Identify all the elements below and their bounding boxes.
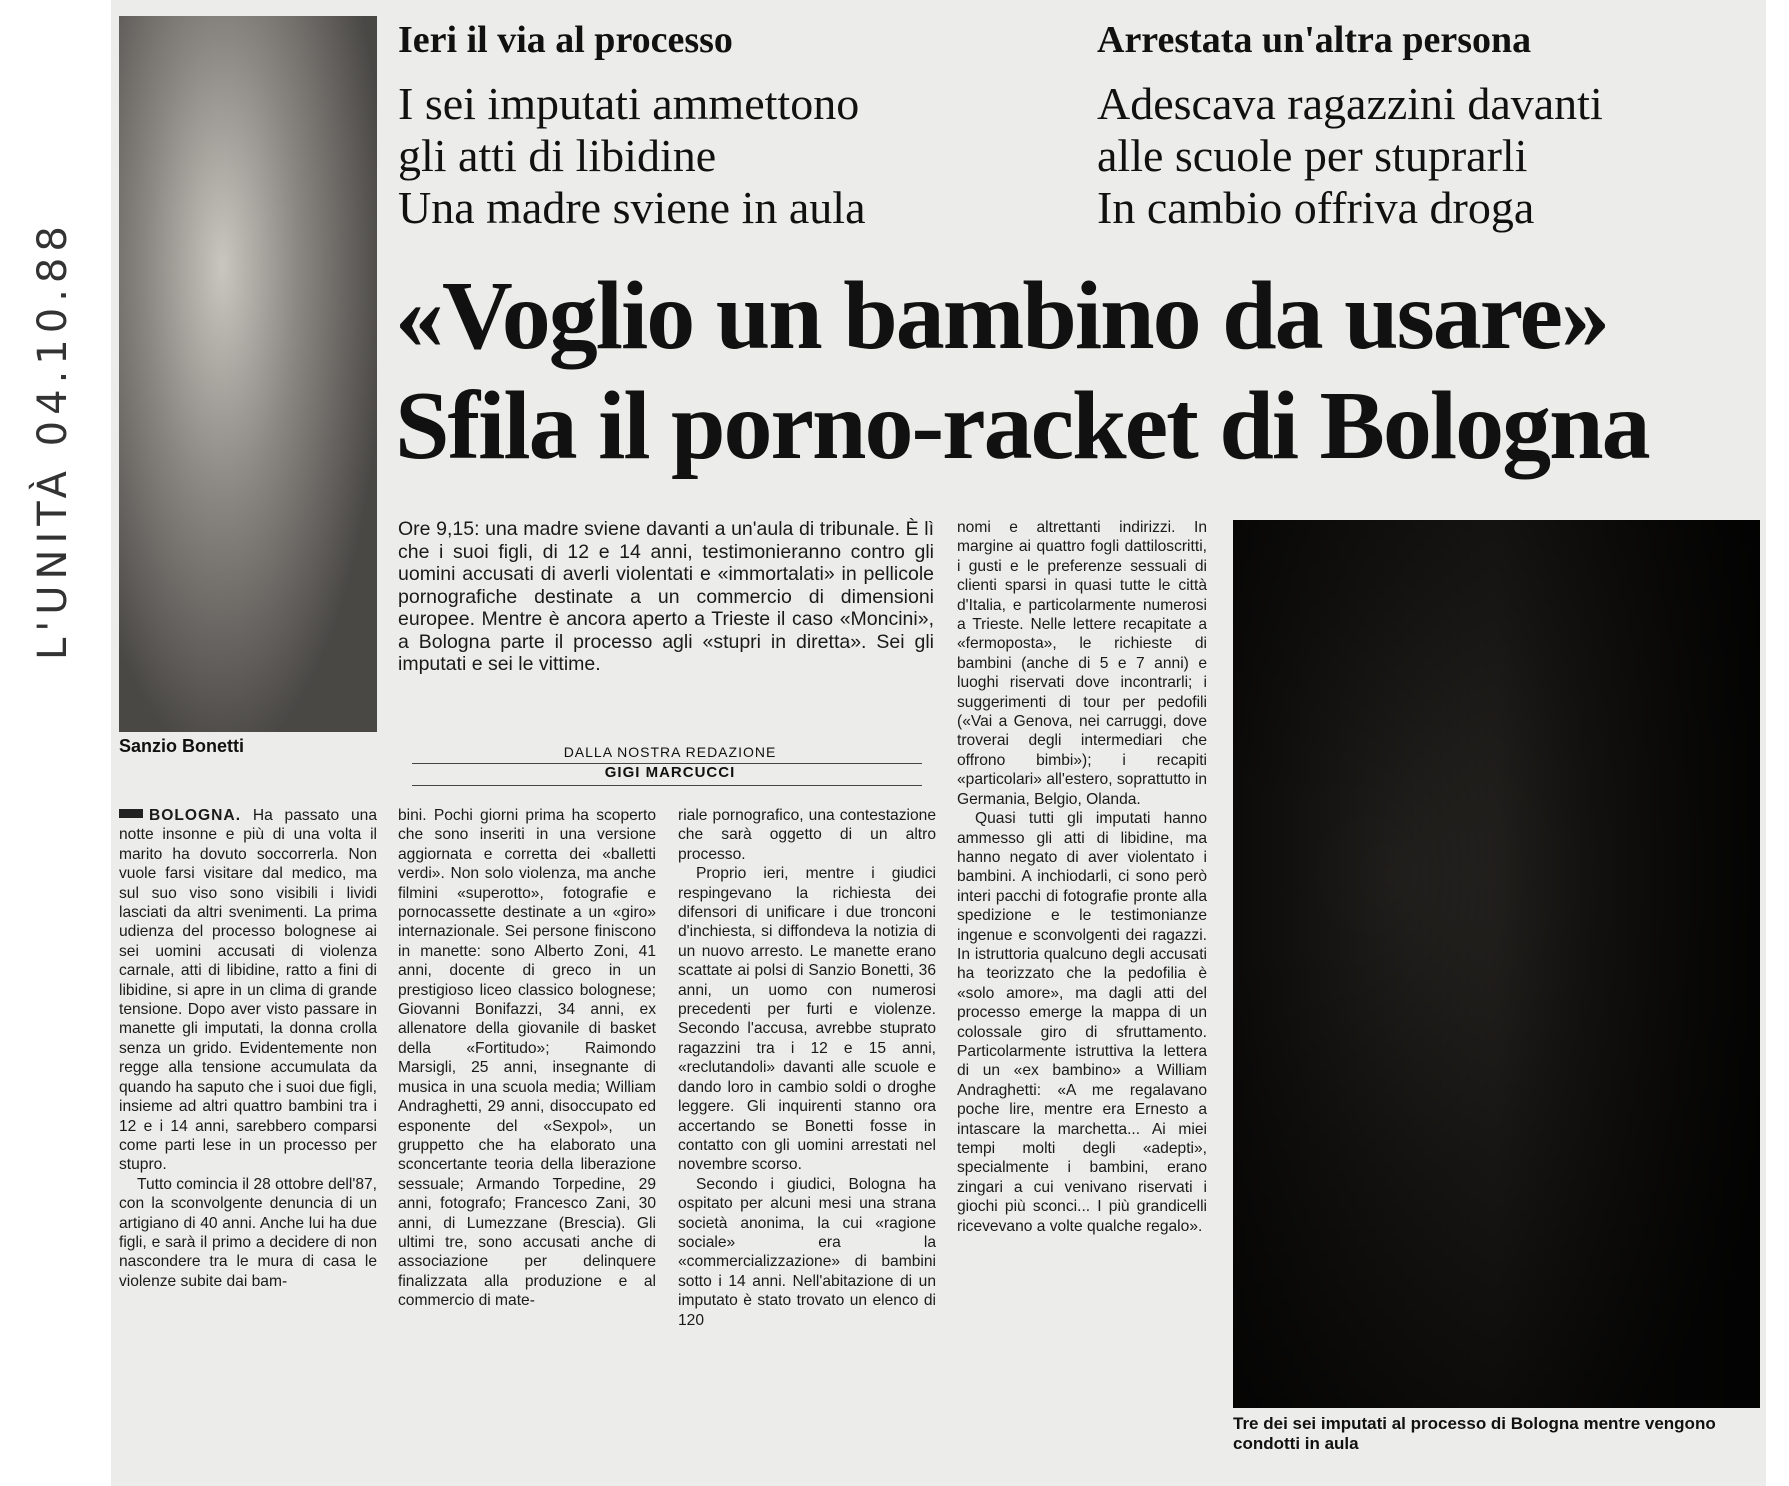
right-deck-line: Adescava ragazzini davanti [1097, 78, 1603, 129]
left-deck [398, 78, 958, 234]
body-paragraph: Proprio ieri, mentre i giudici respingevano la richiesta dei difensori di unificare i due tronconi d'inchiesta, si diffondeva la notizia di un nuovo arresto. Le manette erano scattate ai polsi di Sanzio Bonetti, 36 anni, un uomo con numerosi precedenti per furti e violenze. Secondo l'accusa, avrebbe stuprato ragazzini tra i 12 e 15 anni, «reclutandoli» davanti alle scuole e dando loro in cambio soldi o droghe leggere. Gli inquirenti stanno ora accertando se Bonetti fosse in contatto con gli uomini arrestati nel novembre scorso. [678, 865, 936, 1174]
left-deck-line: Una madre sviene in aula [398, 182, 866, 233]
body-column-1 [119, 806, 377, 1291]
body-column-3 [678, 806, 936, 1330]
byline-rule [412, 785, 922, 786]
body-column-4 [957, 518, 1207, 1236]
body-text: Ha passato una notte insonne e più di una volta il marito ha dovuto soccorrerla. Non vuole farsi visitare dal medico, ma sul suo viso sono visibili i lividi lasciati da altri svenimenti. La prima udienza del processo bolognese ai sei uomini accusati di violenza carnale, atti di libidine, ratto a fini di libidine, si apre in un clima di grande tensione. Dopo aver visto passare in manette gli imputati, la donna crolla senza un grido. Evidentemente non regge alla tensione accumulata da quando ha saputo che i suoi due figli, insieme ad altri quattro bambini tra i 12 e i 14 anni, sarebbero comparsi come parti lese in un processo per stupro. [119, 807, 377, 1174]
right-deck-line: alle scuole per stuprarli [1097, 130, 1528, 181]
archive-date-note: L'UNITÀ 04.10.88 [30, 220, 76, 660]
paragraph-marker [119, 809, 143, 818]
body-paragraph: Quasi tutti gli imputati hanno ammesso gli atti di libidine, ma hanno negato di aver violentato i bambini. A inchiodarli, ci sono però interi pacchi di fotografie pronte alla spedizione e le testimonianze ingenue e sconvolgenti dei ragazzi. In istruttoria qualcuno degli accusati ha teorizzato che la pedofilia è «solo amore», ma dagli atti del processo emerge la mappa di un colossale giro di sfruttamento. Particolarmente istruttiva la lettera di un «ex bambino» a William Andraghetti: «A me regalavano poche lire, mentre era Ernesto a intascare la marchetta... Ai miei tempi molti degli «adepti», specialmente i bambini, erano zingari a cui venivano riservati i giochi più sconci... I più grandicelli ricevevano a volte qualche regalo». [957, 810, 1207, 1235]
courtroom-photo [1233, 520, 1760, 1408]
byline-name: GIGI MARCUCCI [604, 764, 736, 781]
left-deck-line: I sei imputati ammettono [398, 78, 860, 129]
right-deck-line: In cambio offriva droga [1097, 182, 1535, 233]
body-paragraph: nomi e altrettanti indirizzi. In margine ai quattro fogli dattiloscritti, i gusti e le preferenze sessuali di clienti sparsi in quasi tutte le città d'Italia, e particolarmente numerosi a Trieste. Nelle lettere recapitate a «fermoposta», le richieste di bambini (anche di 5 e 7 anni) e luoghi riservati dove incontrarli; i suggerimenti di tour per pedofili («Vai a Genova, nei carruggi, dove troverai degli intermediari che offrono bimbi»); i recapiti «particolari» all'estero, soprattutto in Germania, Belgio, Olanda. [957, 519, 1208, 808]
portrait-caption: Sanzio Bonetti [119, 736, 244, 756]
portrait-photo [119, 16, 377, 732]
body-paragraph: riale pornografico, una contestazione che sarà oggetto di un altro processo. [678, 807, 936, 863]
lead-paragraph: Ore 9,15: una madre sviene davanti a un'aula di tribunale. È lì che i suoi figli, di 12 e 14 anni, testimonieranno contro gli uomini accusati di averli violentati e «immortalati» in pellicole pornografiche destinate a un commercio di dimensioni europee. Mentre è ancora aperto a Trieste il caso «Moncini», a Bologna parte il processo agli «stupri in diretta». Sei gli imputati e sei le vittime. [398, 518, 934, 675]
body-paragraph [119, 806, 377, 1175]
dateline: BOLOGNA. [149, 807, 242, 824]
headline-line-2: Sfila il porno-racket di Bologna [395, 372, 1649, 480]
right-kicker: Arrestata un'altra persona [1097, 19, 1532, 61]
byline-rule [412, 763, 922, 764]
left-deck-line: gli atti di libidine [398, 130, 717, 181]
courtroom-photo-caption: Tre dei sei imputati al processo di Bologna mentre vengono condotti in aula [1233, 1414, 1716, 1453]
body-paragraph: Tutto comincia il 28 ottobre dell'87, con la sconvolgente denuncia di un artigiano di 40 anni. Anche lui ha due figli, e sarà il primo a decidere di non nascondere tra le mura di casa le violenze subite dai bam- [119, 1175, 377, 1290]
headline-line-1: «Voglio un bambino da usare» [395, 262, 1608, 370]
body-paragraph: bini. Pochi giorni prima ha scoperto che sono inseriti in una versione aggiornata e corretta dei «balletti verdi». Non solo violenza, ma anche filmini «superotto», fotografie e pornocassette destinate a un «giro» internazionale. Sei persone finiscono in manette: sono Alberto Zoni, 41 anni, docente di greco in un prestigioso liceo classico bolognese; Giovanni Bonifazzi, 34 anni, ex allenatore della giovanile di basket della «Fortitudo»; Raimondo Marsigli, 25 anni, insegnante di musica in una scuola media; William Andraghetti, 29 anni, disoccupato ed esponente del «Sexpol», un gruppetto che ha elaborato una sconcertante teoria della liberazione sessuale; Armando Torpedine, 29 anni, fotografo; Francesco Zani, 30 anni, di Lumezzane (Brescia). Gli ultimi tre, sono accusati anche di associazione per delinquere finalizzata alla produzione e al commercio di mate- [398, 807, 656, 1310]
body-column-2 [398, 806, 656, 1311]
left-kicker: Ieri il via al processo [398, 19, 733, 61]
byline-office: DALLA NOSTRA REDAZIONE [563, 744, 777, 760]
right-deck [1097, 78, 1717, 234]
body-paragraph: Secondo i giudici, Bologna ha ospitato per alcuni mesi una strana società anonima, la cui «ragione sociale» era la «commercializzazione» di bambini sotto i 14 anni. Nell'abitazione di un imputato è stato trovato un elenco di 120 [678, 1175, 936, 1329]
